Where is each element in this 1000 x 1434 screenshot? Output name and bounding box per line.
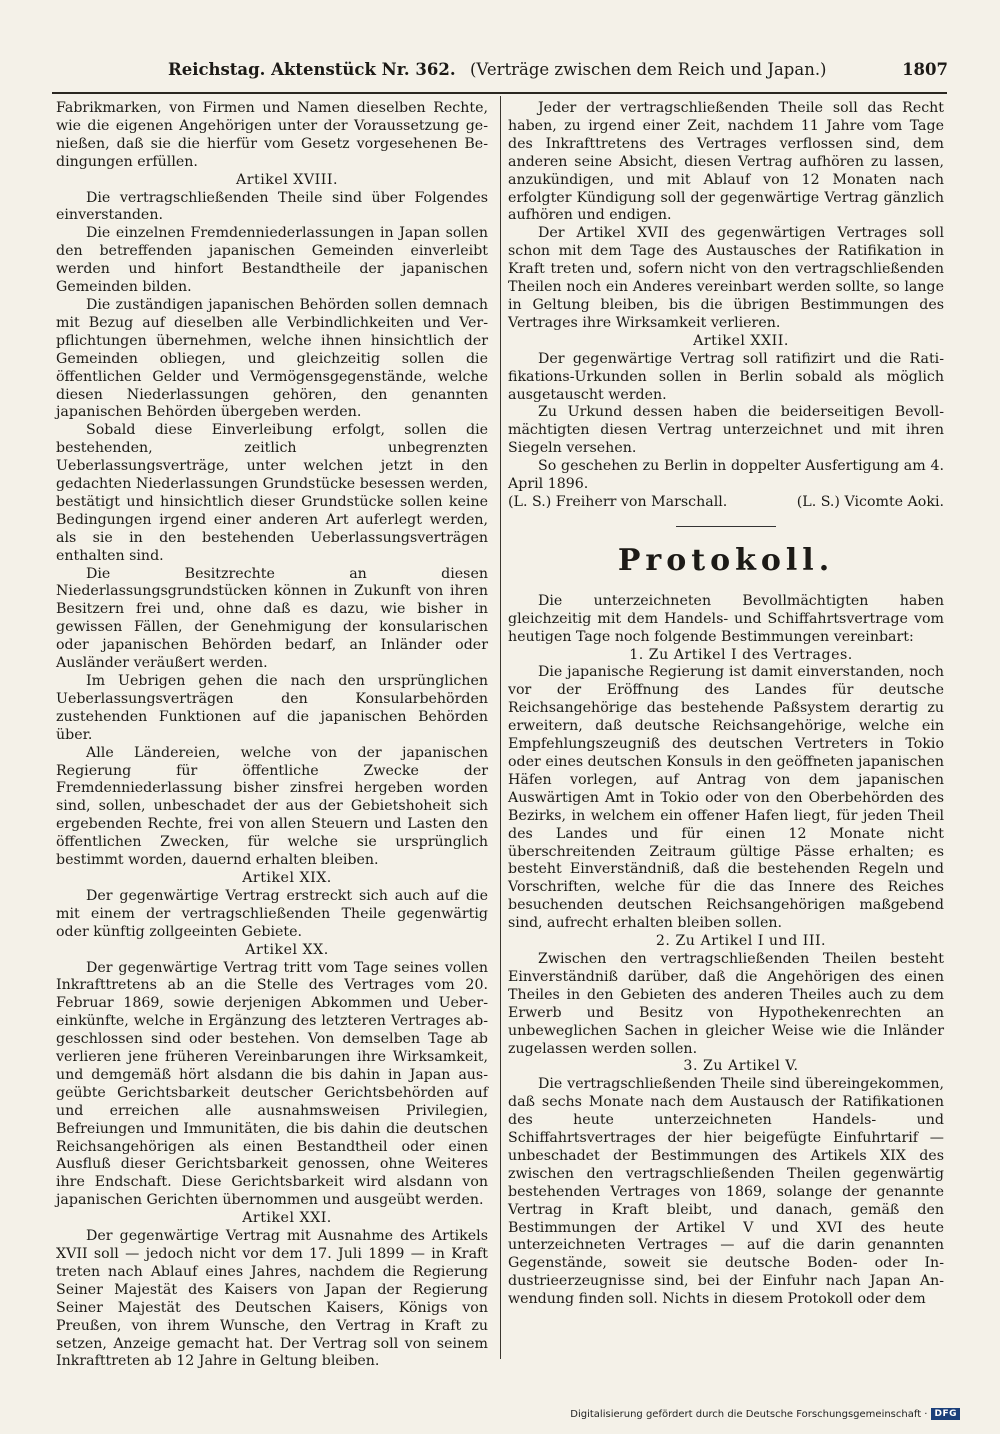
- article-heading: Artikel XXI.: [242, 1210, 332, 1227]
- header-reference: Reichstag. Aktenstück Nr. 362.: [168, 60, 456, 79]
- paragraph: Die vertragschließenden Theile sind über Folgendes einverstanden.: [56, 189, 488, 224]
- section-heading: 2. Zu Artikel I und III.: [655, 933, 827, 950]
- signature-japan: (L. S.) Vicomte Aoki.: [796, 493, 944, 510]
- page-number: 1807: [902, 60, 948, 79]
- header-rule: [52, 92, 947, 94]
- paragraph: Zu Urkund dessen haben die beiderseitigen Bevollmächtigten diesen Vertrag unterzeichnet und mit ihren Siegeln versehen.: [508, 404, 944, 457]
- paragraph: Zwischen den vertragschließenden Theilen besteht Einverständniß darüber, daß die Angehörigen des einen Theiles in den Gebieten des anderen Theiles auch zu dem Erwerb und Besitz von Hypothekenrechten an unbeweglichen Sachen in gleicher Weise wie die Inländer zugelassen werden sollen.: [508, 950, 944, 1057]
- page-header: [168, 60, 948, 88]
- paragraph: Der gegenwärtige Vertrag mit Ausnahme des Artikels XVII soll — jedoch nicht vor dem 17. Juli 1899 — in Kraft treten nach Ablauf eines Jahres, nachdem die Regierung Seiner Majestät des Kaisers von Japan der Regierung Seiner Majestät des Deutschen Kaisers, Königs von Preußen, von ihrem Wunsche, den Vertrag in Kraft zu setzen, Anzeige gemacht hat. Der Vertrag soll von seinem Inkrafttreten ab 12 Jahre in Geltung bleiben.: [56, 1228, 488, 1370]
- paragraph: Alle Ländereien, welche von der japanischen Regierung für öffentliche Zwecke der Fremdenniederlassung bisher zinsfrei hergeben worden sind, sollen, unbeschadet der aus der Gebietshoheit sich ergebenden Rechte, frei von allen Steuern und Lasten den öffentlichen Zwecken, für welche sie ursprünglich bestimmt worden, dauernd erhalten bleiben.: [56, 744, 488, 869]
- paragraph: Im Uebrigen gehen die nach den ursprünglichen Ueberlassungsverträgen den Konsularbehörden zustehenden Funktionen auf die japanischen Behörden über.: [56, 673, 488, 743]
- section-heading: 1. Zu Artikel I des Vertrages.: [629, 646, 853, 663]
- header-title: (Verträge zwischen dem Reich und Japan.): [470, 60, 827, 79]
- paragraph: Der gegenwärtige Vertrag erstreckt sich auch auf die mit einem der vertragschließenden Theile gegenwärtig oder künftig zollgeeinten Gebiete.: [56, 887, 488, 940]
- paragraph: Die zuständigen japanischen Behörden sollen demnach mit Bezug auf dieselben alle Verbindlichkeiten und Verpflichtungen übernehmen, welche ihnen hinsichtlich der Gemeinden obliegen, und gleichzeitig sollen die öffentlichen Gelder und Vermögensgegenstände, welche diesen Niederlassungen gehören, den genannten japanischen Behörden übergeben werden.: [56, 296, 488, 421]
- article-heading: Artikel XX.: [245, 941, 329, 958]
- paragraph: Der Artikel XVII des gegenwärtigen Vertrages soll schon mit dem Tage des Austausches der Ratifikation in Kraft treten und, sofern nicht von den vertragschließenden Theilen noch ein Anderes vereinbart werden sollte, so lange in Geltung bleiben, bis die übrigen Bestimmungen des Vertrages ihre Wirksamkeit verlieren.: [508, 225, 944, 331]
- signature-germany: (L. S.) Freiherr von Marschall.: [508, 493, 728, 510]
- paragraph: Der gegenwärtige Vertrag tritt vom Tage seines vollen Inkrafttretens ab an die Stelle des Vertrages vom 20. Februar 1869, sowie derjenigen Abkommen und Uebereinkünfte, welche in Ergänzung des letzteren Vertrages abgeschlossen sind oder bestehen. Von demselben Tage ab verlieren jene früheren Vereinbarungen ihre Wirksamkeit, und demgemäß hört alsdann die bis dahin in Japan ausgeübte Gerichtsbarkeit deutscher Gerichtsbehörden auf und erreichen alle ausnahmsweisen Privilegien, Befreiungen und Immunitäten, die bis dahin die deutschen Reichsangehörigen als einen Bestandtheil oder einen Ausfluß dieser Gerichtsbarkeit genossen, ohne Weiteres ihre Endschaft. Diese Gerichtsbarkeit wird alsdann von japanischen Gerichten übernommen und ausgeübt werden.: [56, 959, 488, 1209]
- digitization-note: [570, 1408, 960, 1420]
- paragraph: Jeder der vertragschließenden Theile soll das Recht haben, zu irgend einer Zeit, nachdem 11 Jahre vom Tage des Inkrafttretens des Vertrages verflossen sind, dem anderen seine Absicht, diesen Vertrag aufhören zu lassen, anzukündigen, und mit Ablauf von 12 Monaten nach erfolgter Kündigung soll der gegenwärtige Vertrag gänzlich aufhören und endigen.: [508, 100, 944, 224]
- article-heading: Artikel XIX.: [242, 869, 332, 886]
- funding-note-text: Digitalisierung gefördert durch die Deutsche Forschungsgemeinschaft ·: [570, 1408, 928, 1420]
- section-heading: 3. Zu Artikel V.: [683, 1058, 799, 1075]
- protokoll-heading: Protokoll.: [617, 542, 835, 578]
- paragraph: Fabrikmarken, von Firmen und Namen dieselben Rechte, wie die eigenen Angehörigen unter der Voraussetzung genießen, daß sie die hierfür vom Gesetz vorgesehenen Bedingungen erfüllen.: [56, 100, 488, 170]
- paragraph: Die vertragschließenden Theile sind übereingekommen, daß sechs Monate nach dem Austausch der Ratifikationen des heute unterzeichneten Handels- und Schiffahrtsvertrages der hier beigefügte Einfuhrtarif — unbeschadet der Bestimmungen des Artikels XIX des zwischen den vertragschließenden Theilen gegenwärtig bestehenden Vertrages von 1869, solange der genannte Vertrag in Kraft bleibt, und danach, gemäß den Bestimmungen der Artikel V und XVI des heute unterzeichneten Vertrages — auf die darin genannten Gegenstände, soweit sie deutsche Boden- oder Industrieerzeugnisse sind, bei der Einfuhr nach Japan Anwendung finden soll. Nichts in diesem Protokoll oder dem: [508, 1076, 944, 1308]
- article-heading: Artikel XVIII.: [236, 171, 338, 188]
- article-heading: Artikel XXII.: [693, 332, 789, 349]
- column-divider: [500, 96, 501, 1359]
- paragraph: Die einzelnen Fremdenniederlassungen in Japan sollen den betreffenden japanischen Gemeinden einverleibt werden und hinfort Bestandtheile der japanischen Gemeinden bilden.: [56, 225, 488, 296]
- paragraph: Sobald diese Einverleibung erfolgt, sollen die bestehenden, zeitlich unbegrenzten Ueberlassungsverträge, unter welchen jetzt in den gedachten Niederlassungen Grundstücke besessen werden, bestätigt und hinsichtlich dieser Grundstücke sollen keine Bedingungen irgend einer anderen Art auferlegt werden, als sie in den bestehenden Ueberlassungsverträgen enthalten sind.: [56, 422, 488, 564]
- paragraph: Die japanische Regierung ist damit einverstanden, noch vor der Eröffnung des Landes für deutsche Reichsangehörige das bestehende Paßsystem derartig zu erweitern, daß deutsche Reichsangehörige, welche ein Empfehlungszeugniß des deutschen Vertreters in Tokio oder eines deutschen Konsuls in den geöffneten japanischen Häfen vorlegen, auf Antrag von dem japanischen Auswärtigen Amt in Tokio oder von den Oberbehörden des Bezirks, in welchem ein offener Hafen liegt, für jeden Theil des Landes und für einen 12 Monate nicht überschreitenden Zeitraum gültige Pässe erhalten; es besteht Einverständniß, daß die bestehenden Regeln und Vorschriften, welche für die das Innere des Reiches besuchenden deutschen Reichsangehörigen maßgebend sind, aufrecht erhalten bleiben sollen.: [508, 664, 944, 932]
- left-column: [56, 100, 488, 1371]
- paragraph: Die unterzeichneten Bevollmächtigten haben gleichzeitig mit dem Handels- und Schiffahrtsvertrage vom heutigen Tage noch folgende Bestimmungen vereinbart:: [508, 592, 944, 645]
- paragraph: Die Besitzrechte an diesen Niederlassungsgrundstücken können in Zukunft von ihren Besitzern frei und, ohne daß es dazu, wie bisher in gewissen Fällen, der Genehmigung der konsularischen oder japanischen Behörden bedarf, an Inländer oder Ausländer veräußert werden.: [56, 565, 488, 672]
- paragraph: Der gegenwärtige Vertrag soll ratifizirt und die Ratifikations-Urkunden sollen in Berlin sobald als möglich ausgetauscht werden.: [508, 350, 944, 403]
- section-divider: [676, 526, 776, 527]
- paragraph: So geschehen zu Berlin in doppelter Ausfertigung am 4. April 1896.: [508, 458, 944, 493]
- dfg-logo: DFG: [931, 1408, 960, 1420]
- right-column: [508, 100, 944, 1309]
- signature-line: [508, 494, 944, 512]
